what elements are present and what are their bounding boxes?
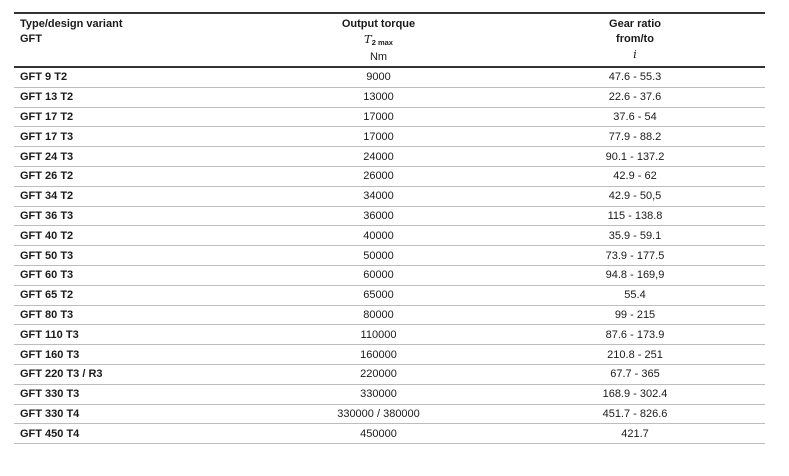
cell-type: GFT 110 T3 <box>20 328 79 341</box>
cell-torque: 50000 <box>363 249 394 262</box>
table-body <box>14 68 765 444</box>
cell-type: GFT 330 T3 <box>20 388 80 401</box>
cell-torque: 65000 <box>363 289 394 302</box>
header-torque-unit: Nm <box>369 51 388 63</box>
cell-torque: 220000 <box>360 368 397 381</box>
header-ratio-title: Gear ratio <box>609 18 661 30</box>
cell-torque: 40000 <box>363 229 394 242</box>
cell-ratio: 22.6 - 37.6 <box>608 91 662 104</box>
cell-torque: 330000 / 380000 <box>337 407 420 420</box>
cell-torque: 9000 <box>366 71 391 84</box>
cell-type: GFT 40 T2 <box>20 229 74 242</box>
header-ratio-range: from/to <box>616 33 654 45</box>
cell-ratio: 37.6 - 54 <box>613 110 657 123</box>
cell-type: GFT 330 T4 <box>20 407 80 420</box>
cell-type: GFT 65 T2 <box>20 289 74 302</box>
header-type-title: Type/design variant <box>20 18 123 30</box>
cell-ratio: 87.6 - 173.9 <box>605 328 665 341</box>
table-row <box>14 405 765 425</box>
cell-torque: 450000 <box>360 427 397 440</box>
cell-ratio: 94.8 - 169,9 <box>605 269 665 282</box>
table-row <box>14 246 765 266</box>
torque-symbol: T <box>364 32 372 46</box>
ratio-symbol: i <box>633 47 637 61</box>
cell-torque: 34000 <box>363 190 394 203</box>
cell-type: GFT 13 T2 <box>20 91 74 104</box>
table-row <box>14 108 765 128</box>
table-row <box>14 365 765 385</box>
table-row <box>14 424 765 444</box>
cell-ratio: 99 - 215 <box>614 308 656 321</box>
cell-type: GFT 24 T3 <box>20 150 74 163</box>
header-torque-title: Output torque <box>341 18 416 30</box>
table-row <box>14 207 765 227</box>
table-row <box>14 286 765 306</box>
table-row <box>14 68 765 88</box>
cell-ratio: 115 - 138.8 <box>607 209 663 222</box>
cell-type: GFT 26 T2 <box>20 170 74 183</box>
cell-type: GFT 9 T2 <box>20 71 68 84</box>
cell-ratio: 55.4 <box>624 289 646 302</box>
gear-spec-table <box>14 12 765 444</box>
table-row <box>14 306 765 326</box>
header-torque-symbol-line <box>252 32 505 50</box>
table-row <box>14 266 765 286</box>
cell-type: GFT 80 T3 <box>20 308 74 321</box>
table-row <box>14 167 765 187</box>
cell-ratio: 73.9 - 177.5 <box>605 249 665 262</box>
table-row <box>14 147 765 167</box>
header-torque <box>252 14 505 66</box>
cell-ratio: 77.9 - 88.2 <box>608 130 662 143</box>
table-row <box>14 187 765 207</box>
cell-ratio: 42.9 - 50,5 <box>608 190 662 203</box>
cell-torque: 330000 <box>360 388 397 401</box>
cell-ratio: 47.6 - 55.3 <box>608 71 662 84</box>
cell-torque: 110000 <box>360 328 397 341</box>
cell-torque: 60000 <box>363 269 394 282</box>
cell-type: GFT 220 T3 / R3 <box>20 368 103 381</box>
cell-type: GFT 17 T3 <box>20 130 74 143</box>
header-type-subtitle: GFT <box>20 33 42 45</box>
cell-type: GFT 160 T3 <box>20 348 80 361</box>
cell-torque: 17000 <box>363 110 394 123</box>
table-row <box>14 226 765 246</box>
cell-torque: 36000 <box>363 209 394 222</box>
header-type <box>14 14 252 66</box>
cell-type: GFT 60 T3 <box>20 269 74 282</box>
table-row <box>14 325 765 345</box>
cell-ratio: 67.7 - 365 <box>610 368 660 381</box>
cell-ratio: 90.1 - 137.2 <box>605 150 665 163</box>
cell-type: GFT 50 T3 <box>20 249 74 262</box>
cell-ratio: 421.7 <box>621 427 649 440</box>
cell-torque: 160000 <box>360 348 397 361</box>
cell-torque: 24000 <box>363 150 394 163</box>
cell-ratio: 168.9 - 302.4 <box>602 388 668 401</box>
cell-type: GFT 34 T2 <box>20 190 74 203</box>
torque-subscript: 2 max <box>371 38 393 47</box>
table-row <box>14 345 765 365</box>
cell-type: GFT 36 T3 <box>20 209 74 222</box>
table-row <box>14 127 765 147</box>
cell-type: GFT 17 T2 <box>20 110 74 123</box>
table-header <box>14 14 765 68</box>
cell-torque: 17000 <box>363 130 394 143</box>
cell-torque: 13000 <box>363 91 394 104</box>
header-ratio <box>505 14 765 66</box>
cell-ratio: 35.9 - 59.1 <box>608 229 662 242</box>
cell-torque: 26000 <box>363 170 394 183</box>
cell-ratio: 210.8 - 251 <box>607 348 663 361</box>
table-row <box>14 385 765 405</box>
table-row <box>14 88 765 108</box>
cell-torque: 80000 <box>363 308 394 321</box>
cell-ratio: 451.7 - 826.6 <box>602 407 668 420</box>
cell-type: GFT 450 T4 <box>20 427 80 440</box>
cell-ratio: 42.9 - 62 <box>613 170 657 183</box>
